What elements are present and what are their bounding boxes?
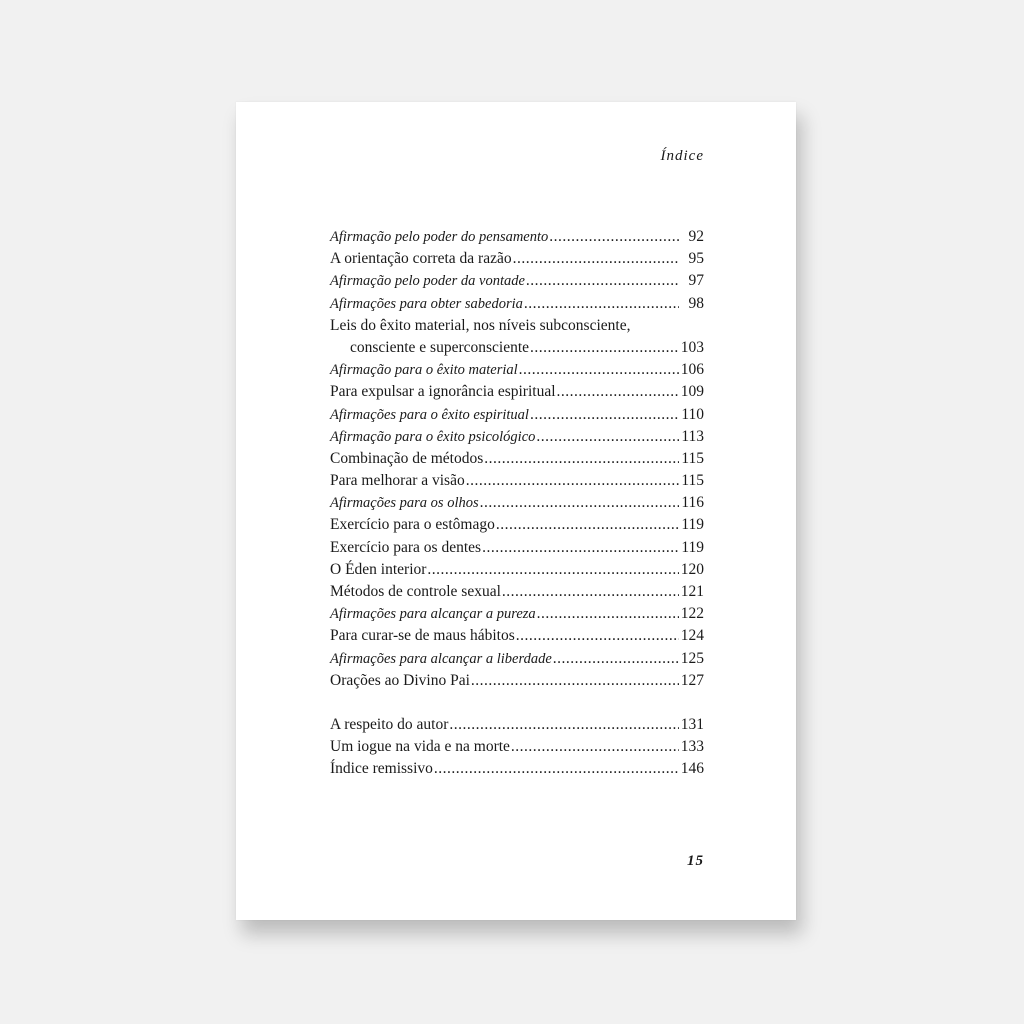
- toc-entry-page: 133: [680, 738, 704, 756]
- toc-leader-dots: [480, 492, 679, 514]
- toc-entry: [330, 470, 704, 492]
- toc-entry: [330, 670, 704, 692]
- toc-entry: [330, 381, 704, 403]
- toc-leader-dots: [471, 670, 679, 692]
- running-head: Índice: [660, 148, 704, 164]
- toc-entry-page: 146: [680, 760, 704, 778]
- toc-entry-title: Combinação de métodos: [330, 449, 484, 467]
- toc-entry-title: A orientação correta da razão: [330, 250, 512, 268]
- table-of-contents: [330, 226, 704, 781]
- toc-entry-title: Afirmação pelo poder do pensamento: [330, 229, 549, 245]
- toc-entry-title: Um iogue na vida e na morte: [330, 738, 510, 756]
- toc-entry-title: Afirmações para o êxito espiritual: [330, 406, 529, 423]
- toc-leader-dots: [511, 736, 679, 758]
- toc-entry-page: 97: [688, 272, 704, 290]
- toc-leader-dots: [553, 648, 679, 670]
- toc-entry-page: 115: [681, 472, 704, 490]
- toc-entry: [330, 492, 704, 514]
- toc-entry-title: Afirmações para os olhos: [330, 495, 479, 512]
- toc-entry-page: 110: [681, 405, 704, 423]
- toc-leader-dots: [530, 337, 679, 359]
- toc-entry-page: 95: [688, 250, 704, 268]
- toc-leader-dots: [557, 381, 679, 403]
- toc-leader-dots: [496, 514, 679, 536]
- toc-entry-title: Afirmação pelo poder da vontade: [330, 273, 525, 290]
- toc-entry: [330, 559, 704, 581]
- toc-entry: [330, 270, 704, 292]
- toc-leader-dots: [513, 248, 679, 270]
- toc-entry: [330, 226, 704, 248]
- toc-entry: [330, 248, 704, 270]
- page-number: 15: [687, 853, 704, 869]
- toc-entry: [330, 625, 704, 647]
- toc-entry: [330, 404, 704, 426]
- toc-entry-title: A respeito do autor: [330, 715, 449, 733]
- toc-entry-page: 115: [681, 449, 704, 467]
- toc-entry: [330, 714, 704, 736]
- toc-leader-dots: [449, 714, 679, 736]
- toc-entry-title: Afirmação para o êxito psicológico: [330, 428, 536, 445]
- toc-leader-dots: [530, 404, 679, 426]
- toc-group-chapters: [330, 226, 704, 692]
- toc-entry-title: Índice remissivo: [330, 760, 433, 778]
- toc-leader-dots: [524, 293, 679, 315]
- toc-entry-page: 113: [681, 427, 704, 445]
- toc-entry: [330, 603, 704, 625]
- toc-entry-page: 119: [681, 538, 704, 556]
- toc-leader-dots: [526, 270, 679, 292]
- toc-entry-page: 124: [680, 627, 704, 645]
- toc-entry-page: 121: [680, 583, 704, 600]
- toc-leader-dots: [519, 359, 679, 381]
- toc-entry-page: 92: [688, 228, 704, 245]
- toc-leader-dots: [482, 537, 679, 559]
- toc-group-appendix: [330, 714, 704, 781]
- toc-entry-page: 125: [680, 649, 704, 667]
- toc-entry-title: Para melhorar a visão: [330, 472, 465, 490]
- toc-entry-page: 119: [681, 516, 704, 534]
- toc-entry-page: 106: [680, 361, 704, 379]
- toc-group-spacer: [330, 692, 704, 714]
- toc-entry-title: Para curar-se de maus hábitos: [330, 627, 515, 645]
- toc-entry-page: 109: [680, 383, 704, 401]
- book-page: [236, 102, 796, 920]
- toc-entry: [330, 293, 704, 315]
- toc-entry-title: Afirmações para obter sabedoria: [330, 295, 523, 312]
- toc-leader-dots: [537, 603, 679, 625]
- toc-entry-title: O Éden interior: [330, 560, 427, 578]
- toc-entry: [330, 736, 704, 758]
- toc-entry-page: 116: [681, 494, 704, 512]
- toc-leader-dots: [427, 559, 679, 581]
- toc-entry-page: 122: [680, 605, 704, 623]
- toc-leader-dots: [516, 625, 679, 647]
- toc-entry: [330, 514, 704, 536]
- toc-entry-page: 120: [680, 560, 704, 578]
- toc-entry-title: Afirmações para alcançar a liberdade: [330, 650, 552, 667]
- toc-entry: [330, 581, 704, 603]
- toc-leader-dots: [434, 758, 679, 780]
- toc-entry-title: Métodos de controle sexual: [330, 583, 501, 600]
- toc-leader-dots: [502, 581, 679, 603]
- toc-entry-page: 98: [688, 294, 704, 312]
- toc-leader-dots: [536, 426, 679, 448]
- toc-entry-title: Exercício para os dentes: [330, 538, 482, 556]
- toc-entry-title: Afirmação para o êxito material: [330, 362, 518, 379]
- toc-entry-title: Exercício para o estômago: [330, 516, 495, 534]
- toc-entry-title: Para expulsar a ignorância espiritual: [330, 383, 556, 401]
- toc-entry: [330, 426, 704, 448]
- toc-entry: [330, 537, 704, 559]
- toc-entry-page: 103: [680, 338, 704, 356]
- toc-leader-dots: [484, 448, 679, 470]
- toc-entry: [330, 359, 704, 381]
- toc-entry: [330, 648, 704, 670]
- toc-entry: [330, 315, 704, 337]
- toc-entry-page: 131: [680, 715, 704, 733]
- toc-entry: [330, 758, 704, 780]
- toc-leader-dots: [466, 470, 679, 492]
- toc-entry-title: Orações ao Divino Pai: [330, 671, 470, 689]
- toc-leader-dots: [549, 226, 679, 248]
- toc-entry: [330, 337, 704, 359]
- toc-entry-title: consciente e superconsciente: [350, 338, 530, 356]
- toc-entry-page: 127: [680, 671, 704, 689]
- toc-entry: [330, 448, 704, 470]
- toc-entry-title: Afirmações para alcançar a pureza: [330, 606, 536, 623]
- toc-entry-title: Leis do êxito material, nos níveis subconsciente,: [330, 316, 631, 334]
